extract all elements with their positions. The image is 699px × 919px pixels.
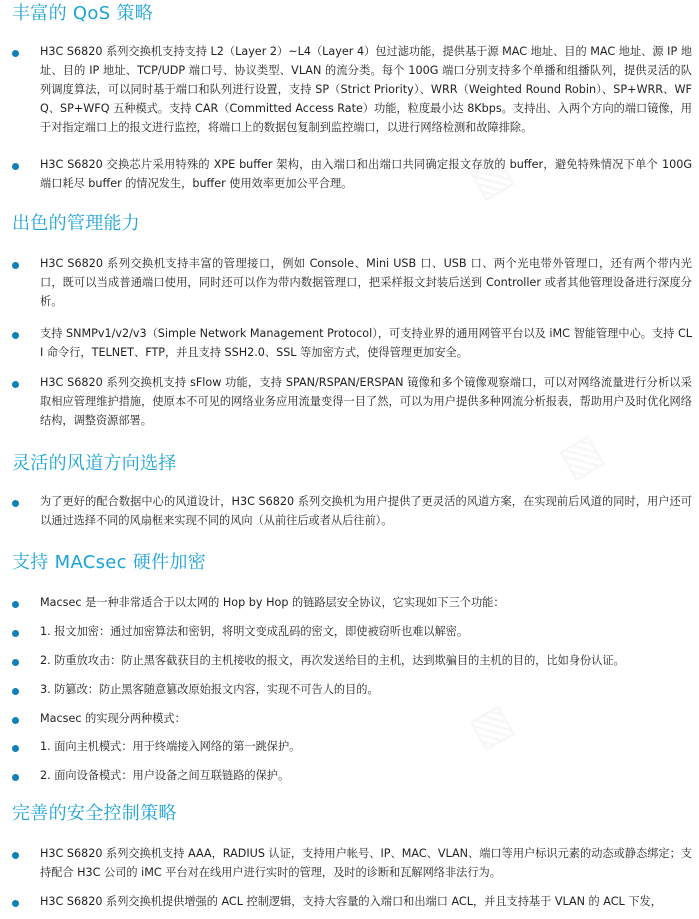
list-item-text: 1. 面向主机模式：用于终端接入网络的第一跳保护。 — [40, 740, 301, 753]
list-item-text: H3C S6820 系列交换机提供增强的 ACL 控制逻辑，支持大容量的入端口和出端口 ACL，并且支持基于 VLAN 的 ACL 下发， — [40, 895, 662, 908]
bullet-icon — [12, 745, 19, 752]
list-item-text: Macsec 是一种非常适合于以太网的 Hop by Hop 的链路层安全协议，它实现如下三个功能： — [40, 596, 505, 609]
bullet-icon — [12, 688, 19, 695]
list-item-text: Macsec 的实现分两种模式： — [40, 712, 186, 725]
list-item-text: H3C S6820 交换芯片采用特殊的 XPE buffer 架构，由入端口和出端口共同确定报文存放的 buffer，避免特殊情况下单个 100G 端口耗尽 buffer 的情况发生，buffer 使用效率更加公平合理。 — [40, 158, 692, 190]
section-title-management: 出色的管理能力 — [12, 213, 141, 234]
bullet-icon — [12, 852, 19, 859]
list-item-text: H3C S6820 系列交换机支持 AAA，RADIUS 认证，支持用户帐号、IP、MAC、VLAN、端口等用户标识元素的动态或静态绑定；支持配合 H3C 公司的 iMC 平台对在线用户进行实时的管理，及时的诊断和瓦解网络非法行为。 — [40, 847, 692, 879]
list-item-text: H3C S6820 系列交换机支持支持 L2（Layer 2）~L4（Layer 4）包过滤功能，提供基于源 MAC 地址、目的 MAC 地址、源 IP 地址、目的 IP 地址、TCP/UDP 端口号、协议类型、VLAN 的流分类。每个 100G 端口分别支持多个单播和组播队列，提供灵活的队列调度算法，可以同时基于端口和队列进行设置，支持 SP（Strict Priority）、WRR（Weighted Round Robin）、SP+WRR、WFQ、SP+WFQ 五种模式。支持 CAR（Committed Access Rate）功能，粒度最小达 8Kbps。支持出、入两个方向的端口镜像，用于对指定端口上的报文进行监控，将端口上的数据包复制到监控端口，以进行网络检测和故障排除。 — [40, 45, 692, 134]
section-title-macsec: 支持 MACsec 硬件加密 — [12, 552, 207, 573]
bullet-icon — [12, 262, 19, 269]
bullet-icon — [12, 381, 19, 388]
watermark-mark: ▧ — [460, 693, 522, 758]
list-item-text: 3. 防篡改：防止黑客随意篡改原始报文内容，实现不可告人的目的。 — [40, 683, 379, 696]
list-item-text: H3C S6820 系列交换机支持丰富的管理接口，例如 Console、Mini USB 口、USB 口、两个光电带外管理口，还有两个带内光口，既可以当成普通端口使用，同时还可以作为带内数据管理口，把采样报文封装后送到 Controller 或者其他管理设备进行深度分析。 — [40, 257, 692, 308]
bullet-icon — [12, 332, 19, 339]
watermark-mark: ▧ — [550, 423, 612, 488]
bullet-icon — [12, 50, 19, 57]
watermark-mark: ▧ — [460, 143, 522, 208]
list-item-text: 2. 防重放攻击：防止黑客截获目的主机接收的报文，再次发送给目的主机，达到欺骗目的主机的目的，比如身份认证。 — [40, 654, 625, 667]
bullet-icon — [12, 717, 19, 724]
section-title-airflow: 灵活的风道方向选择 — [12, 453, 177, 474]
list-item-text: H3C S6820 系列交换机支持 sFlow 功能，支持 SPAN/RSPAN/ERSPAN 镜像和多个镜像观察端口，可以对网络流量进行分析以采取相应管理维护措施，使原本不可见的网络业务应用流量变得一目了然，可以为用户提供多种网流分析报表，帮助用户及时优化网络结构，调整资源部署。 — [40, 376, 692, 427]
bullet-icon — [12, 163, 19, 170]
bullet-icon — [12, 630, 19, 637]
list-item-text: 支持 SNMPv1/v2/v3（Simple Network Management Protocol），可支持业界的通用网管平台以及 iMC 智能管理中心。支持 CLI 命令行，TELNET、FTP，并且支持 SSH2.0、SSL 等加密方式，使得管理更加安全。 — [40, 327, 692, 359]
bullet-icon — [12, 900, 19, 907]
section-title-security: 完善的安全控制策略 — [12, 803, 177, 824]
bullet-icon — [12, 774, 19, 781]
list-item-text: 1. 报文加密：通过加密算法和密钥，将明文变成乱码的密文，即使被窃听也难以解密。 — [40, 625, 469, 638]
bullet-icon — [12, 601, 19, 608]
list-item-text: 2. 面向设备模式：用户设备之间互联链路的保护。 — [40, 769, 290, 782]
list-item-text: 为了更好的配合数据中心的风道设计，H3C S6820 系列交换机为用户提供了更灵活的风道方案，在实现前后风道的同时，用户还可以通过选择不同的风扇框来实现不同的风向（从前往后或者从后往前）。 — [40, 495, 692, 527]
bullet-icon — [12, 659, 19, 666]
bullet-icon — [12, 500, 19, 507]
section-title-qos: 丰富的 QoS 策略 — [12, 3, 154, 24]
